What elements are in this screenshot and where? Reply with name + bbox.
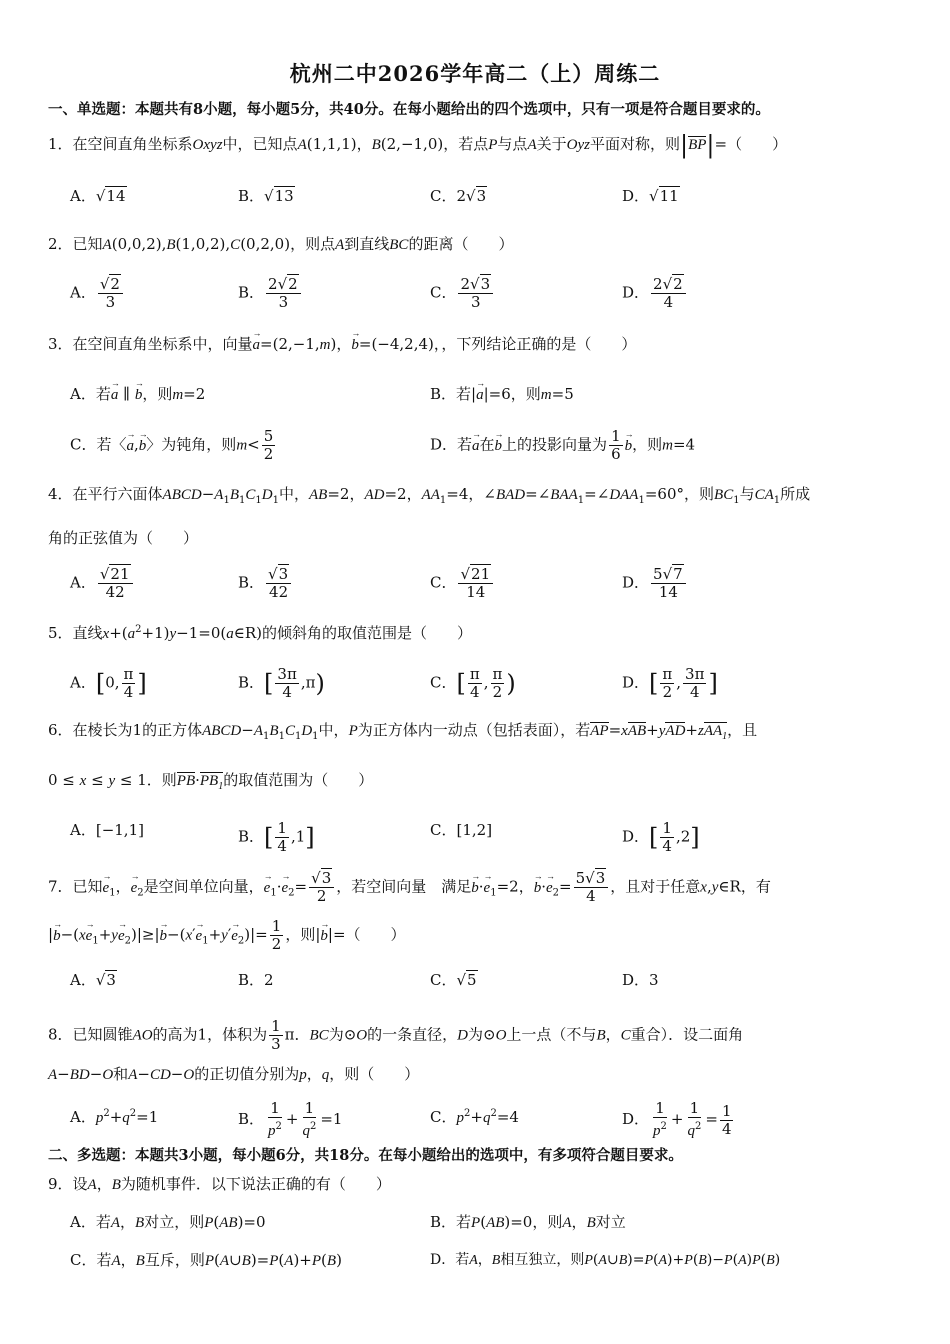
question-2-option-d[interactable]: D． $\frac{2√2}{4}$ (622, 276, 688, 311)
question-8-option-c[interactable]: C．$p^2+q^2=4$ (430, 1108, 519, 1126)
question-2-option-a[interactable]: A． $\frac{√2}{3}$ (70, 276, 125, 311)
question-5-stem: 5．直线$x+(a^2+1)y-1=0(a\in R)$的倾斜角的取值范围是（ ） (48, 624, 472, 642)
question-8-option-b[interactable]: B． $\frac{1}{p^2}$ + $\frac{1}{q^2}$ =1 (238, 1099, 343, 1139)
question-5-option-c[interactable]: C．[ $\frac{\pi}{4}$ , $\frac{\pi}{2}$ ) (430, 665, 516, 701)
question-1-option-a[interactable]: A．√14 (70, 187, 126, 205)
question-2-stem: 2．已知A(0,0,2),B(1,0,2),C(0,2,0)，则点A到直线BC的距离（ ） (48, 235, 514, 253)
question-3-stem: 3．在空间直角坐标系中，向量→ a=(2,−1,m)，→ b=(−4,2,4)，，下列结论正确的是（ ） (48, 334, 636, 355)
question-6-stem: 6．在棱长为1的正方体$ABCD-A_1B_1C_1D_1$中，P为正方体内一动点（包括表面），若AP=xAB+yAD+zAA$_1$，且 (48, 721, 758, 742)
page-title: 杭州二中2026学年高二（上）周练二 (289, 61, 661, 86)
question-9-option-d[interactable]: D．若A，B相互独立，则P(A∪B)=P(A)+P(B)−P(A)P(B) (430, 1252, 781, 1268)
question-2-option-b[interactable]: B． $\frac{2√2}{3}$ (238, 276, 303, 311)
question-9-option-c[interactable]: C．若A，B互斥，则P(A∪B)=P(A)+P(B) (70, 1251, 342, 1269)
question-5-option-a[interactable]: A．[0, $\frac{\pi}{4}$ ] (70, 665, 147, 701)
question-7-stem: 7．已知→ $e_1$，→ $e_2$是空间单位向量，→ $e_1\cdot\to e_2=$ $\frac{√3}{2}$ ，若空间向量 满足→ $b\cdot\to e_1=2$，→ $b\cdot\to e_2=$ $\frac{5√3}{4}$ ，且对于任意x,y∈R，有 (48, 870, 771, 905)
question-5-option-b[interactable]: B．[ $\frac{3\pi}{4}$ ,π) (238, 665, 325, 701)
question-3-option-c[interactable]: C．若〈→ a,→ b〉为钝角，则m< $\frac{5}{2}$ (70, 428, 277, 463)
question-7-option-d[interactable]: D．3 (622, 971, 659, 989)
question-9-option-a[interactable]: A．若A，B对立，则P(AB)=0 (70, 1213, 266, 1231)
question-4-stem-line2: 角的正弦值为（ ） (48, 529, 199, 547)
question-9-option-b[interactable]: B．若P(AB)=0，则A，B对立 (430, 1213, 626, 1231)
question-1-option-d[interactable]: D．√11 (622, 187, 679, 205)
question-3-option-a[interactable]: A．若→ a ∥ → b，则m=2 (70, 384, 205, 405)
section-heading-single-choice: 一、单选题：本题共有8小题，每小题5分，共40分。在每小题给出的四个选项中，只有一项是符合题目要求的。 (48, 101, 770, 118)
question-6-stem-line2: 0 ≤ x ≤ y ≤ 1．则$PB\cdot PB_1$的取值范围为（ ） (48, 771, 374, 792)
question-1-stem: 1．在空间直角坐标系Oxyz中，已知点A(1,1,1)，B(2,−1,0)，若点P与点A关于Oyz平面对称，则|BP|=（ ） (48, 131, 788, 159)
question-6-option-a[interactable]: A．[−1,1] (70, 821, 144, 839)
section-heading-multiple-choice: 二、多选题：本题共3小题，每小题6分，共18分。在每小题给出的选项中，有多项符合题目要求。 (48, 1147, 683, 1164)
question-1-option-c[interactable]: C．2√3 (430, 187, 487, 205)
question-6-option-b[interactable]: B．[ $\frac{1}{4}$ ,1] (238, 819, 315, 855)
question-3-option-b[interactable]: B．若|→ a|=6，则m=5 (430, 384, 574, 405)
question-4-option-d[interactable]: D． $\frac{5√7}{14}$ (622, 566, 688, 601)
question-7-stem-line2: |→ $b-(x\to e_1+y\to e_2)|\ge|\to b-(x'\to e_1+y'\to e_2)|=$ $\frac{1}{2}$ ，则|→ b|=（ ） (48, 918, 406, 953)
question-7-option-c[interactable]: C．√5 (430, 971, 477, 989)
question-4-option-c[interactable]: C． $\frac{√21}{14}$ (430, 566, 495, 601)
question-7-option-b[interactable]: B．2 (238, 971, 274, 989)
question-1-option-b[interactable]: B．√13 (238, 187, 294, 205)
question-4-stem: 4．在平行六面体$ABCD-A_1B_1C_1D_1$中，AB=2，AD=2，$AA_1=4$，$\angle BAD=\angle BAA_1=\angle DAA_1=60^\circ$，则$BC_1$与$CA_1$所成 (48, 485, 811, 506)
question-4-option-b[interactable]: B． $\frac{√3}{42}$ (238, 566, 293, 601)
question-9-stem: 9．设A，B为随机事件．以下说法正确的有（ ） (48, 1175, 391, 1193)
question-5-option-d[interactable]: D．[ $\frac{\pi}{2}$ , $\frac{3\pi}{4}$ ] (622, 665, 718, 701)
question-4-option-a[interactable]: A． $\frac{√21}{42}$ (70, 566, 135, 601)
question-7-option-a[interactable]: A．√3 (70, 971, 116, 989)
question-8-stem-line2: A−BD−O和A−CD−O的正切值分别为p，q，则（ ） (48, 1065, 420, 1083)
question-3-option-d[interactable]: D．若→ a在→ b上的投影向量为 $\frac{1}{6}$ → b，则m=4 (430, 428, 695, 463)
question-8-option-a[interactable]: A．$p^2+q^2=1$ (70, 1108, 159, 1126)
question-2-option-c[interactable]: C． $\frac{2√3}{3}$ (430, 276, 495, 311)
question-6-option-c[interactable]: C．[1,2] (430, 821, 493, 839)
question-6-option-d[interactable]: D．[ $\frac{1}{4}$ ,2] (622, 819, 700, 855)
question-8-option-d[interactable]: D． $\frac{1}{p^2}$ + $\frac{1}{q^2}$ = $\frac{1}{4}$ (622, 1099, 732, 1139)
question-8-stem: 8．已知圆锥AO的高为1，体积为 $\frac{1}{3}$ π．BC为⊙O的一条直径，D为⊙O上一点（不与B，C重合）．设二面角 (48, 1017, 744, 1053)
